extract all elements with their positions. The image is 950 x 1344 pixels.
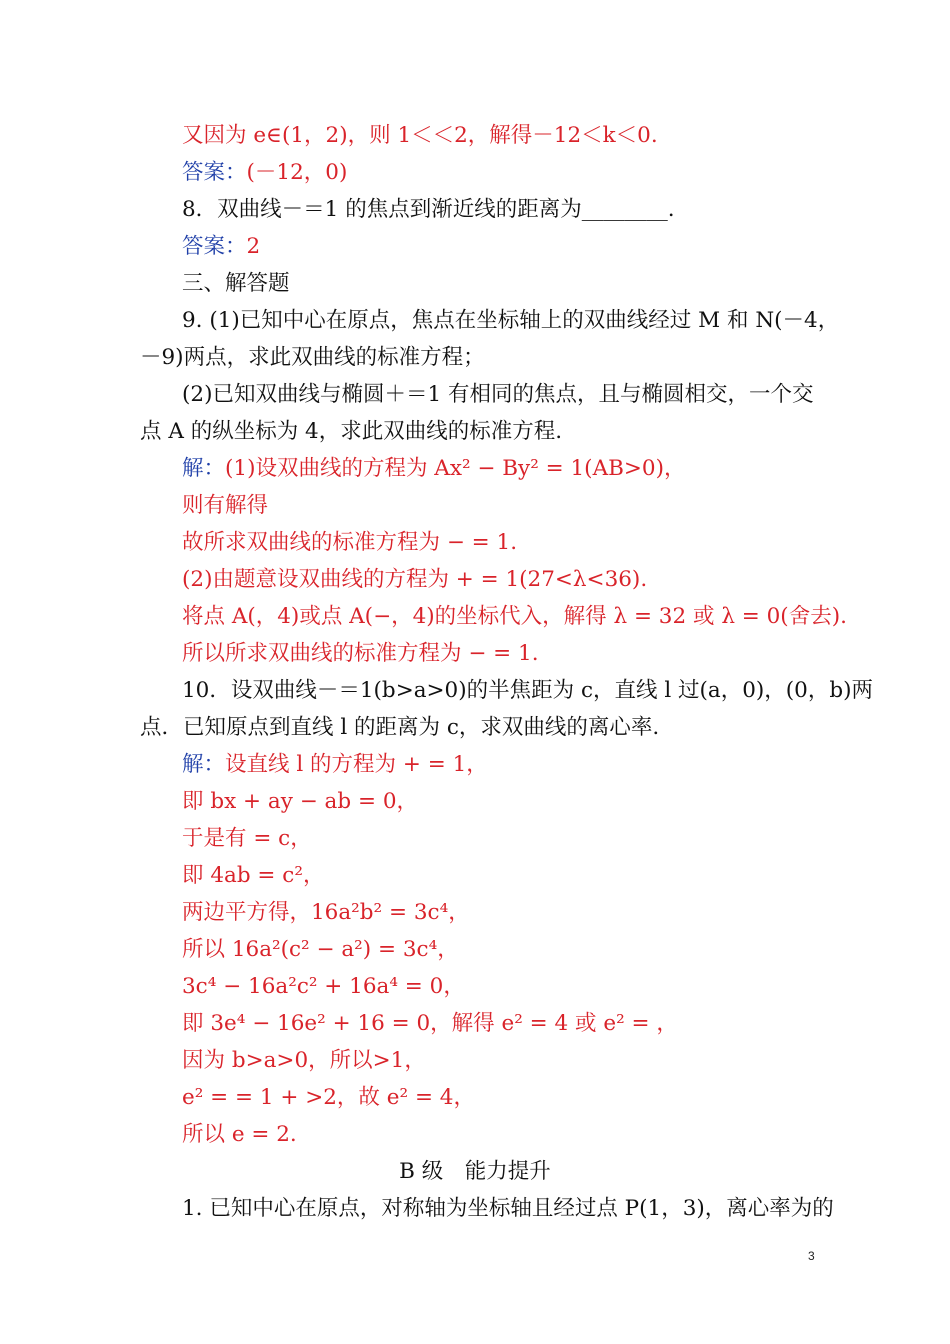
- solution-line: 两边平方得，16a²b² = 3c⁴，: [182, 900, 470, 925]
- solution-line: 因为 b>a>0，所以>1，: [182, 1048, 426, 1073]
- section-heading: B 级 能力提升: [399, 1159, 551, 1184]
- question-9-part2-line1: (2)已知双曲线与椭圆＋＝1 有相同的焦点，且与椭圆相交，一个交: [182, 382, 814, 407]
- solution-line: 所以 16a²(c² − a²) = 3c⁴，: [182, 937, 459, 962]
- question-9-line2: －9)两点，求此双曲线的标准方程；: [140, 345, 485, 370]
- solution-line: 于是有 = c，: [182, 826, 312, 851]
- question-9-line1: 9. (1)已知中心在原点，焦点在坐标轴上的双曲线经过 M 和 N(－4，: [182, 308, 840, 333]
- page-number: 3: [808, 1249, 815, 1263]
- answer-label: 答案：: [182, 234, 247, 259]
- solution-line: [182, 454, 685, 484]
- solution-line: 将点 A(，4)或点 A(−，4)的坐标代入，解得 λ = 32 或 λ = 0(舍去).: [182, 604, 847, 629]
- solution-line: 则有解得: [182, 493, 269, 518]
- solution-line: 又因为 e∈(1，2)，则 1＜＜2，解得－12＜k＜0.: [182, 123, 658, 148]
- solution-line: 即 3e⁴ − 16e² + 16 = 0，解得 e² = 4 或 e² = ，: [182, 1011, 678, 1036]
- solution-line: e² = = 1 + >2，故 e² = 4，: [182, 1085, 475, 1110]
- solution-text: (1)设双曲线的方程为 Ax² − By² = 1(AB>0)，: [225, 456, 686, 481]
- section-heading: 三、解答题: [182, 271, 290, 296]
- answer-line: [182, 232, 260, 262]
- question-10-line1: 10．设双曲线－＝1(b>a>0)的半焦距为 c，直线 l 过(a，0)，(0，b)两: [182, 678, 874, 703]
- question-8: 8．双曲线－＝1 的焦点到渐近线的距离为________.: [182, 197, 675, 222]
- solution-line: 即 bx + ay − ab = 0，: [182, 789, 418, 814]
- solution-text: 设直线 l 的方程为 + = 1，: [225, 752, 488, 777]
- answer-value: (－12，0): [246, 160, 348, 185]
- solution-label: 解：: [182, 456, 226, 481]
- answer-label: 答案：: [182, 160, 247, 185]
- solution-label: 解：: [182, 752, 226, 777]
- question-9-part2-line2: 点 A 的纵坐标为 4，求此双曲线的标准方程.: [140, 419, 563, 444]
- answer-line: [182, 158, 347, 188]
- question-b1-line1: 1. 已知中心在原点，对称轴为坐标轴且经过点 P(1，3)，离心率为的: [182, 1196, 834, 1221]
- answer-value: 2: [246, 234, 261, 259]
- solution-line: 所以 e = 2.: [182, 1122, 297, 1147]
- solution-line: 故所求双曲线的标准方程为 − = 1.: [182, 530, 518, 555]
- solution-line: 3c⁴ − 16a²c² + 16a⁴ = 0，: [182, 974, 465, 999]
- question-10-line2: 点．已知原点到直线 l 的距离为 c，求双曲线的离心率.: [140, 715, 660, 740]
- solution-line: 所以所求双曲线的标准方程为 − = 1.: [182, 641, 539, 666]
- solution-line: (2)由题意设双曲线的方程为 + = 1(27<λ<36).: [182, 567, 648, 592]
- solution-line: [182, 750, 488, 780]
- solution-line: 即 4ab = c²，: [182, 863, 325, 888]
